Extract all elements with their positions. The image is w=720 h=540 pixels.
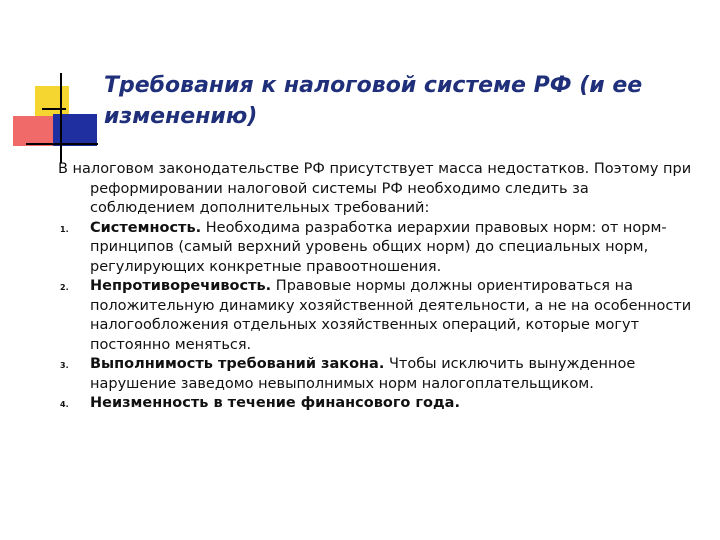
decor-horizontal-line	[26, 143, 98, 145]
item-text: Чтобы исключить вынужденное нарушение заведомо невыполнимых норм налогоплательщиком.	[90, 356, 636, 392]
item-term: Непротиворечивость.	[90, 278, 272, 294]
decor-short-line	[42, 108, 66, 110]
item-number: 4.	[60, 400, 69, 409]
item-term: Неизменность в течение финансового года.	[90, 395, 460, 411]
list-item	[58, 219, 698, 278]
item-number: 2.	[60, 283, 69, 292]
item-text: Правовые нормы должны ориентироваться на положительную динамику хозяйственной деятельности, а не на особенности налогообложения отдельных хозяйственных операций, которые могут постоянно меняться.	[90, 278, 692, 353]
item-term: Системность.	[90, 219, 202, 236]
list-item	[58, 394, 698, 414]
list-item	[58, 355, 698, 394]
intro-paragraph: В налоговом законодательстве РФ присутствует масса недостатков. Поэтому при реформировании налоговой системы РФ необходимо следить за соблюдением дополнительных требований:	[58, 161, 692, 216]
slide-title: Требования к налоговой системе РФ (и ее изменению)	[104, 73, 643, 129]
item-term: Выполнимость требований закона.	[90, 356, 385, 372]
decor-vertical-line	[60, 73, 62, 163]
item-number: 1.	[60, 224, 69, 234]
item-text: Необходима разработка иерархии правовых норм: от норм-принципов (самый верхний уровень общих норм) до специальных норм, регулирующих конкретные правоотношения.	[90, 219, 667, 275]
decor-red-square	[13, 116, 53, 146]
list-item	[58, 277, 698, 355]
item-number: 3.	[60, 361, 69, 370]
requirements-list	[58, 219, 698, 414]
slide-body	[58, 160, 698, 414]
